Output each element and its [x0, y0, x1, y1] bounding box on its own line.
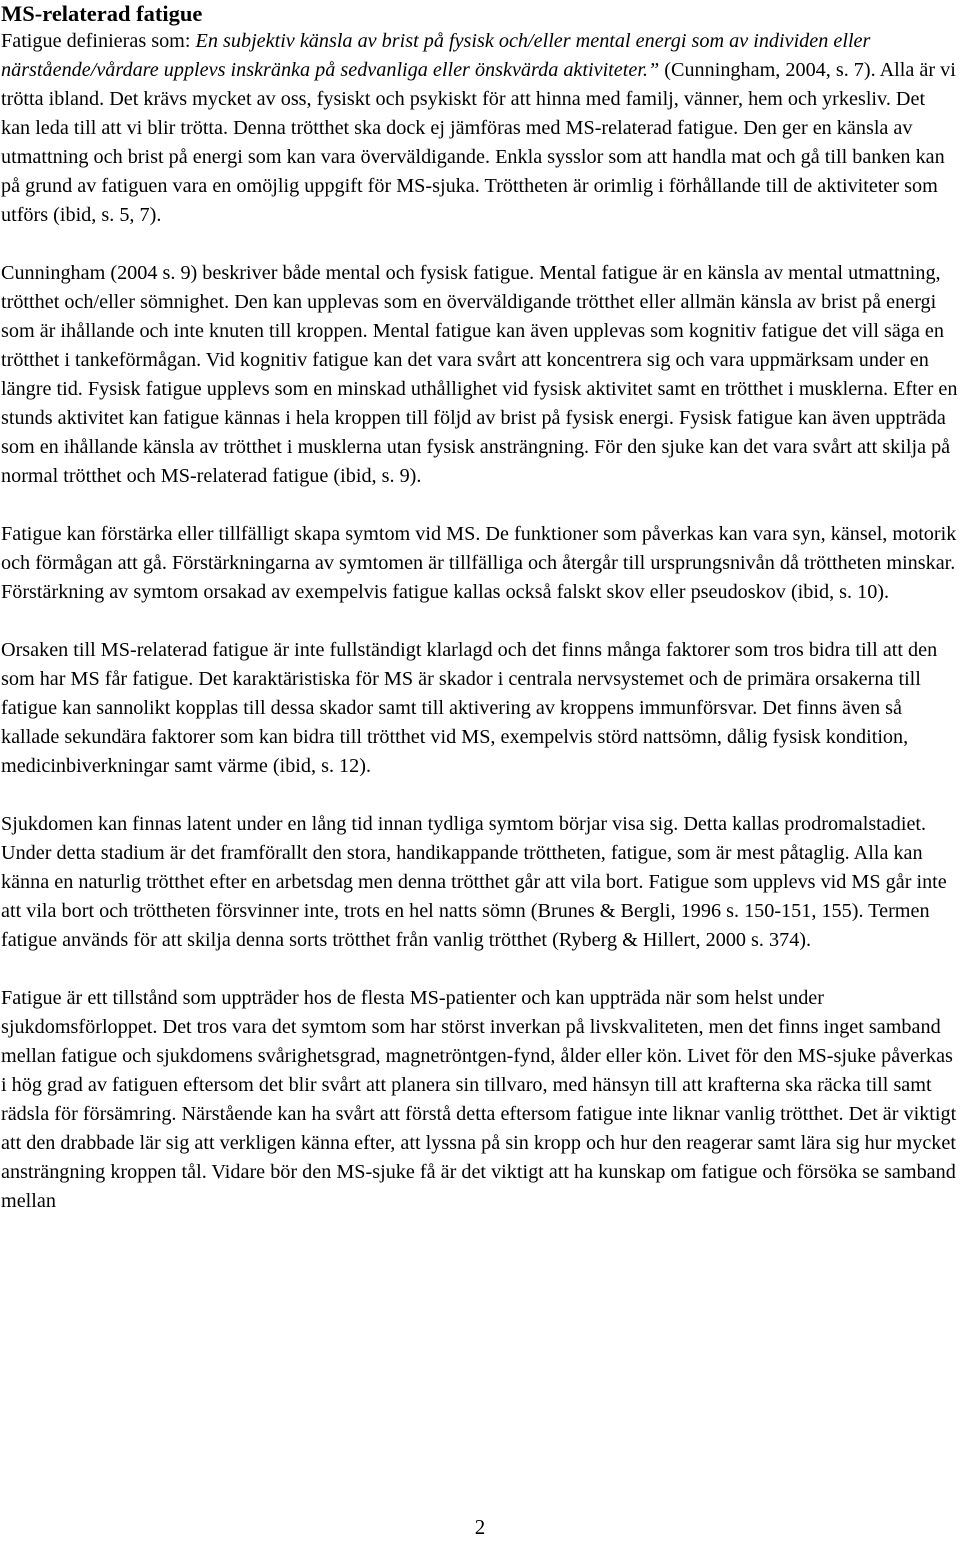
definition-quote: En subjektiv känsla av brist på fysisk och/eller mental energi som av individen eller närstående/vårdare upplevs inskränka på sedvanliga eller önskvärda aktiviteter.”: [1, 30, 871, 81]
paragraph-quality-of-life: Fatigue är ett tillstånd som uppträder hos de flesta MS-patienter och kan uppträda när som helst under sjukdomsförloppet. Det tros vara det symtom som har störst inverkan på livskvaliteten, men det finns inget samband mellan fatigue och sjukdomens svårighetsgrad, magnetröntgen-fynd, ålder eller kön. Livet för den MS-sjuke påverkas i hög grad av fatiguen eftersom det blir svårt att planera sin tillvaro, med hänsyn till att krafterna ska räcka till samt rädsla för försämring. Närstående kan ha svårt att förstå detta eftersom fatigue inte liknar vanlig trötthet. Det är viktigt att den drabbade lär sig att verkligen känna efter, att lyssna på sin kropp och hur den reagerar samt lära sig hur mycket ansträngning kroppen tål. Vidare bör den MS-sjuke få är det viktigt att ha kunskap om fatigue och försöka se samband mellan: [1, 987, 957, 1212]
section-heading: MS-relaterad fatigue: [1, 1, 203, 26]
page-number: 2: [474, 1515, 486, 1539]
paragraph-causes: Orsaken till MS-relaterad fatigue är inte fullständigt klarlagd och det finns många faktorer som tros bidra till att den som har MS får fatigue. Det karaktäristiska för MS är skador i centrala nervsystemet och de primära orsakerna till fatigue kan sannolikt kopplas till dessa skador samt till aktivering av kroppens immunförsvar. Det finns även så kallade sekundära faktorer som kan bidra till trötthet vid MS, exempelvis störd nattsömn, dålig fysisk kondition, medicinbiverkningar samt värme (ibid, s. 12).: [1, 639, 938, 777]
paragraph-mental-physical: Cunningham (2004 s. 9) beskriver både mental och fysisk fatigue. Mental fatigue är en känsla av mental utmattning, trötthet och/eller sömnighet. Den kan upplevas som en överväldigande trötthet eller allmän känsla av brist på energi som är ihållande och inte knuten till kroppen. Mental fatigue kan även upplevas som kognitiv fatigue det vill säga en trötthet i tankeförmågan. Vid kognitiv fatigue kan det vara svårt att koncentrera sig och vara uppmärksam under en längre tid. Fysisk fatigue upplevs som en minskad uthållighet vid fysisk aktivitet samt en trötthet i musklerna. Efter en stunds aktivitet kan fatigue kännas i hela kroppen till följd av brist på fysisk energi. Fysisk fatigue kan även uppträda som en ihållande känsla av trötthet i musklerna utan fysisk ansträngning. För den sjuke kan det vara svårt att skilja på normal trötthet och MS-relaterad fatigue (ibid, s. 9).: [1, 262, 958, 487]
definition-intro: Fatigue definieras som:: [1, 30, 196, 52]
paragraph-prodromal: Sjukdomen kan finnas latent under en lång tid innan tydliga symtom börjar visa sig. Detta kallas prodromalstadiet. Under detta stadium är det framförallt den stora, handikappande tröttheten, fatigue, som är mest påtaglig. Alla kan känna en naturlig trötthet efter en arbetsdag men denna trötthet går att vila bort. Fatigue som upplevs vid MS går inte att vila bort och tröttheten försvinner inte, trots en hel natts sömn (Brunes & Bergli, 1996 s. 150-151, 155). Termen fatigue används för att skilja denna sorts trötthet från vanlig trötthet (Ryberg & Hillert, 2000 s. 374).: [1, 813, 947, 951]
paragraph-definition: [1, 27, 958, 230]
definition-rest: (Cunningham, 2004, s. 7). Alla är vi trötta ibland. Det krävs mycket av oss, fysiskt och psykiskt för att hinna med familj, vänner, hem och yrkesliv. Det kan leda till att vi blir trötta. Denna trötthet ska dock ej jämföras med MS-relaterad fatigue. Den ger en känsla av utmattning och brist på energi som kan vara överväldigande. Enkla sysslor som att handla mat och gå till banken kan på grund av fatiguen vara en omöjlig uppgift för MS-sjuka. Tröttheten är orimlig i förhållande till de aktiviteter som utförs (ibid, s. 5, 7).: [1, 59, 956, 226]
paragraph-symptoms: Fatigue kan förstärka eller tillfälligt skapa symtom vid MS. De funktioner som påverkas kan vara syn, känsel, motorik och förmågan att gå. Förstärkningarna av symtomen är tillfälliga och återgår till ursprungsnivån då tröttheten minskar. Förstärkning av symtom orsakad av exempelvis fatigue kallas också falskt skov eller pseudoskov (ibid, s. 10).: [1, 523, 957, 603]
